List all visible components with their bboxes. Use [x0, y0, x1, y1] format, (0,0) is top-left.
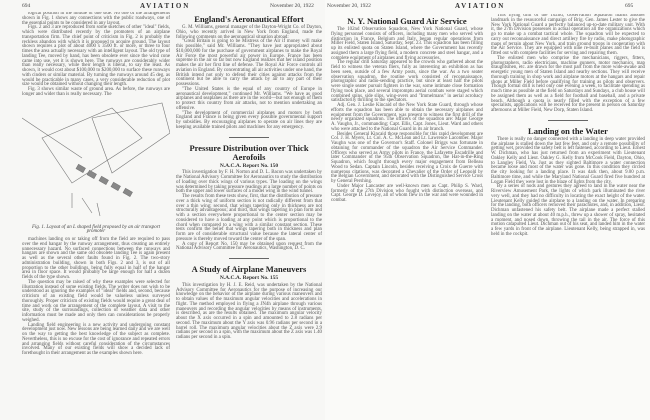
article-title: N. Y. National Guard Air Service [347, 16, 467, 26]
page-date: November 20, 1922 [327, 3, 371, 9]
article-subtitle: N.A.C.A. Report No. 155 [219, 275, 279, 281]
article-subtitle: N.A.C.A. Report No. 150 [219, 162, 279, 169]
paragraph: Besides General Kincaid those responsible for this rapid development are Col. J. H. Myers, Lt. Col. A. C. McLean and Lt. Lawrence Lacomber. Major Vaughn was one of the Governor's Staff. Colonel Briggs was fortunate in obtaining for commander of the squadron the Air Service Commander. Officers who served as Army pilots in France, the Lafayette Escadrille and later Commander of the 95th Observation Squadron, the Hat-in-the-Ring Squadron, which fought through every major engagement from Belleau Wood to Sedan. Captain Lincoln, besides receiving a Croix de Guerre with numerous citations, was decorated a Chevalier of the Order of Leopold by the Belgian Government, and decorated with the Distinguished Service Cross by General Pershing. [331, 131, 483, 184]
paragraph: By a series of nods and gestures they agreed to land in the water near the Riverview Amusement Park, the lights of which park illuminated the river very well, and they had no difficulty in locating the exact height of the water. Lieutenant Kelly guided the airplane to a landing on the water. In preparing for the landing, both officers removed their parachutes, and, in addition, Lieut. Dichman unfastened his safety belt. The airplane made a perfect stalled landing on the water at about 40 m.p.h., threw up a shower of spray, hesitated a moment, and nosed down, throwing the tail in the air. The force of this motion catapulted Lieut. Dichman out of his seat, and landed him in the water a few yards in front of the airplane. Lieutenant Kelly, being strapped in, was held in the cockpit. [491, 184, 645, 237]
paragraph: Adj. Gen. J. Leslie Kincaid of the New York State Guard, through whose efforts the squadron has been able to obtain the necessary airplanes and equipment from the Government, was present to witness the first drill of the newly organized squadron. The officers of the squadron are: Major George A. Vaughn, Jr., commanding; Capt. Ellis, Capt. Jones, Lieut. Ward and others who were attached to the National Guard in its air branch. [331, 103, 483, 132]
paragraph: "The United States is the equal of any country of Europe in aeronautical development," continued Mr. Williams. "We have as good airplanes and seaplanes as there are in the world—but not enough of them to protect this country from air attacks, not to mention undertaking an offensive. [176, 86, 322, 111]
paragraph: Landing field engineering is a new activity and undergoing constant development just now. New lessons are being learned daily and we are well on the way to getting the best knowledge of the subject as complete. Nevertheless, this is no excuse for the cost of ignorance and repeated errors and arranging fields without careful consideration of the circumstances involved. Many of our existing fields will show a decided lack of forethought in their arrangement as the examples shown here. [22, 322, 170, 356]
divider [229, 258, 269, 259]
paragraph: There is really no danger connected with a landing in deep water provided the airplane is stalled down the last few feet, and only a remote possibility of getting wet, provided the safety belt is left fastened, according to Lieut. Ernest W. Dichman, who has just returned from an experiment with Lieutenant Oakley Kelly and Lieut. Oakley G. Kelly from McCook Field, Dayton, Ohio, to Langley Field, Va. Just as they sighted Baltimore a water connection became loose and most of the water was gone. In this condition they circled the city looking for a landing place. It was dark then, about 9.00 p.m. Baltimore time, and while the Maryland National Guard fired five hundred at Logan Field they were lost in the blaze of lights from the city. [491, 136, 645, 185]
paragraph: The regular drill Saturday appeared to the crowds who gathered about the field to witness the veteran fliers, fully as interesting an exhibition as has been seen, outside of a few Army posts, since the war. As a two seater observation squadron, the routine work consisted of reconnaissance, photographic and radio-sending practice, but since at least half the pilots were single seater pursuit fighters in the war, some intimate close formation flying took place, and several impromptu aerial combats were staged which combined spins, side slips, wing-overs and "Immelmans" in aerial acrobacy satisfactorily thrilling to the spectators. [331, 60, 483, 104]
paragraph: Figs. 2 and 3 are reproduced from some sketches of other "ideal" fields, which were distributed recently by the promoters of an airplane transportation firm. The chief point of criticism in Fig. 2 is probably the reckless abandon with which it is proposed to acquire ground. The layout shown requires a plot of about 4000 x 3500 ft. or more, or three to four times the area actually necessary with an intelligent layout. The old type of landing Tee, moved by hand, has been obsolete ever since the wind cone came into use, yet it is shown here. The runways are considerably wider than really necessary, while their length is liberal, to say the least. As shown, it would cost about $100,000 to $200,000 to surface these runways with cinders or similar material. By turning the runways around 45 deg. as would be practicable in many cases, a very considerable reduction of plot size would be obtained without changing their length. [22, 25, 170, 88]
paragraph: Under Major Lancaster are well-known men as Capt. Philip S. Ward, formerly of the 27th Division who fought with distinction overseas, and Capt. George D. Lovejoy, all of whom flew in the war and were wounded in combat. [331, 183, 483, 203]
paragraph: "The development of commercial airplanes and motors by both England and France is being given every possible governmental support by subsidies. By encouraging airplanes to operate on air lines they are keeping available trained pilots and machines for any emergency. [176, 110, 322, 130]
paragraph: The results from these tests show, first, that the distribution of pressure over a thick wing of uniform section is not radically different from that over a thin wing; second, that wings tapering only in thickness are not structurally advantageous; and third, that wings tapering in plan form and with a section everywhere proportional to the center section may be considered to have a loading at any point which is proportional to the chord when compared to a wing with a similar constant section. These tests confirm the belief that wings tapering both in thickness and plan form are of considerable structural value because the lateral center of pressure is thereby moved toward the center of the span. [176, 194, 322, 242]
article-title: Landing on the Water [528, 125, 608, 136]
paragraph: The 102nd Observation Squadron, New York National Guard, whose flying personnel consists of officers, including many men who served with distinction in France, Belgium and Italy, began regular operations from Miller Field, Staten Island, Saturday, Sept. 23. This squadron has been filling up its enlisted quota on Staten Island, where the Government has recently assigned them a large flying field, a modern concrete and steel hangar, and a complete equipment of airplanes and flying accessories. [331, 27, 483, 61]
left-column [331, 14, 483, 418]
paragraph: Fig. 3 shows similar waste of ground area. As before, the runways are longer and wider than is really necessary. The [22, 87, 170, 97]
left-column [22, 12, 170, 418]
article-title: England's Aeronautical Effort [194, 14, 304, 24]
paragraph: G. M. Williams, general manager of the Dayton-Wright Co. of Dayton, Ohio, who recently arrived in New York from England, made the following comments on the aeronautical situation abroad: [176, 25, 322, 40]
field-layout-figure [22, 98, 170, 223]
paragraph: This flying drill of the 102nd, Observation Squadron marks another landmark in the resourceful campaign of Brig. Gen. James Lester to give the New York National Guard a perfectly balanced up-to-date military unit. With it, the 27th Division possesses in actual operation all the organizations which go to make up a combat tactical whole. The squadron will be expected to carry out reconnaissance and direct artillery fire by radio, make photographic maps of terrain about New York, and train ground troops in cooperation with the Air Service. They are equipped with nine re-built planes and the field is fitted out with complete facilities for serving and repairing them. [491, 14, 645, 56]
paragraph: logical position in the middle of one side. No one of the arrangements shown in Fig. 1 shows any connections with the public roadways, one of the essential points to be considered in any layout. [22, 12, 170, 26]
paragraph: "Great Britain is going to be Mistress of the Air if money will make this possible," said Mr. Williams. "They have just appropriated about $10,000,000 for the purchase of government airplanes to make the Royal Air Force the most powerful air power in Europe. France has been supreme in the air so far but now England realizes that her island position makes the air her first line of defense. The Royal Air Force controls all aviation in England. By concentrating all air activities under one hand, the British intend not only to defend their cities against attacks from the continent but be able to carry the attack by air to any part of their possessions. [176, 39, 322, 87]
divider [229, 137, 269, 138]
running-head: AVIATION [455, 2, 506, 10]
page-number: 694 [22, 3, 31, 9]
paragraph: The question may be raised of why these examples were selected for illustration instead of some existing fields. The writer does not wish to be understood as ignoring the examples of "ideal" fields and, second, because criticism of an existing field would be valueless unless surveyed thoroughly. Proper criticism of existing fields would require a great deal of time and work on the arrangement of the complete layout. A visit to the site, study of the surroundings, collection of weather data and other information must be made and only then can considerations be properly weighed. [22, 279, 170, 323]
paragraph: This investigation by F. H. Norton and D. L. Bacon was undertaken by the National Advisory Committee for Aeronautics to study the distribution of loading over thick wings of various types. The loading on the wings was determined by taking pressure readings at a large number of points on both the upper and lower surfaces of a model wing in the wind tunnel. [176, 170, 322, 195]
page-date: November 20, 1922 [270, 3, 314, 9]
article-title: A Study of Airplane Maneuvers [191, 264, 307, 274]
page-number: 695 [625, 3, 634, 9]
paragraph: machines landing on or taking off from the field are required to pass over the end hangar by the runway arrangement, thus creating an entirely unnecessary hazard. No surfaced connections between the runways and hangars are shown and the same old obsolete landing Tee is again present as well as the several other faults found in Fig. 2. The two-story administration building, shown in both Figs. 2 and 3, is out of all proportion to the other buildings, being fully equal in half of the hangar area in floor space. It would probably be large enough for half a dozen fields of the type shown. [22, 237, 170, 280]
divider [548, 120, 588, 121]
figure-caption: Fig. 1. Layout of an L shaped field proposed by an air transport promoter [31, 224, 161, 235]
paragraph: A copy of Report No. 150 may be obtained upon request from the National Advisory Committee for Aeronautics, Washington, D. C. [176, 241, 322, 252]
paragraph: This investigation by H. J. E. Reid, was undertaken by the National Advisory Committee for Aeronautics for the purpose of increasing our knowledge on the behavior of the airplane during various maneuvers and to obtain values of the maximum angular velocities and accelerations in flight. The method employed in flying a JN4h airplane through various maneuvers and recording the angular velocities by means of instruments, is described, as are the results obtained. The maximum angular velocity about the X axis occurred in a spin and amounted to 2.8 radians per second. The maximum about the Y axis was 0.96 radians per second in a barrel roll. The maximum angular velocities about the Z axis were 2.9 radians per second in a spin, with the maximum about the Z axis was 1.40 radians per second in a spin. [176, 282, 322, 340]
article-title: Pressure Distribution over Thick Aerofoils [189, 142, 309, 162]
running-head: AVIATION [140, 2, 191, 10]
right-column [491, 14, 645, 418]
right-page [325, 0, 650, 420]
paragraph: The enlisted men who comprise the mechanicians, riggers, fitters, photographers, radio electricians, machine gunners, motor mechanics, map draughtsmen, etc. are drawn for the most part from the more wide-awake and energetic young men of Staten Island and nearby sections. They will receive thorough training in shop work and airplane motors at the hangars and repair shops at Miller Field before qualifying for training as pilots and observers. Though formal drill is held only one evening a week, to facilitate spending as much time as possible at the field on Saturdays and Sundays, a club house will be assigned them as well as a field for football and baseball, and a private beach. Although a quota is nearly filled with the exception of a few specialists, applications will be received for the present in person on Saturday afternoons at Miller Field, New Dorp, Staten Island. [491, 55, 645, 113]
right-column [176, 12, 322, 418]
